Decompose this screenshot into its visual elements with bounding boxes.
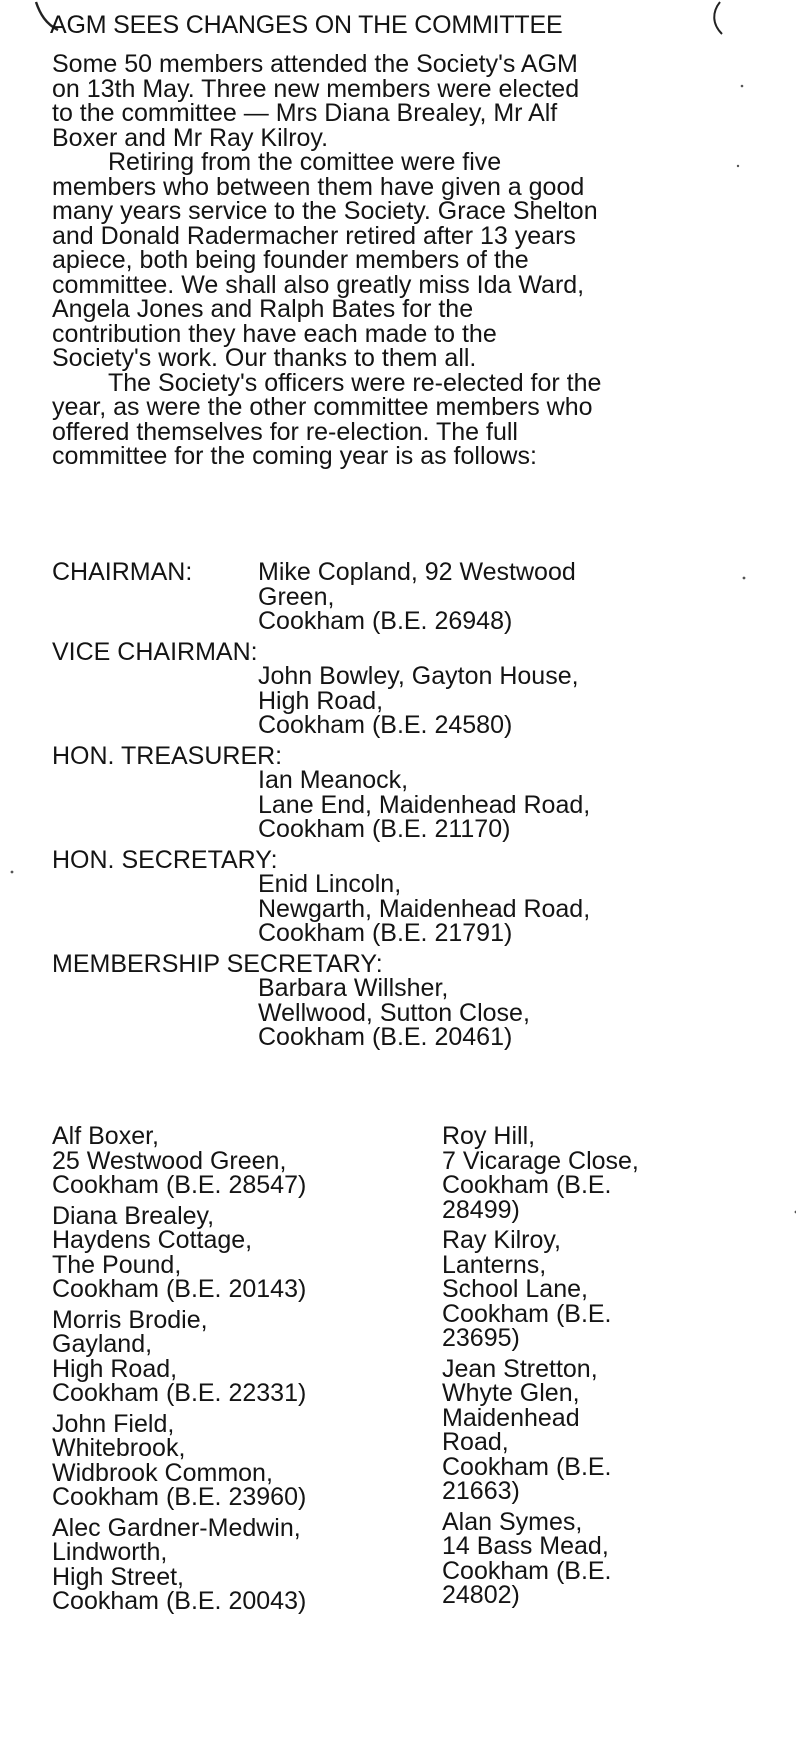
address-line: Wellwood, Sutton Close, — [258, 998, 530, 1027]
officer-role: MEMBERSHIP SECRETARY: — [52, 949, 383, 978]
address-line: Gayland, — [52, 1330, 153, 1358]
address-line: Cookham (B.E. — [442, 1171, 612, 1199]
member-entry — [442, 1124, 742, 1222]
address-line: Newgarth, Maidenhead Road, — [258, 894, 591, 923]
member-entry — [442, 1507, 742, 1609]
address-line: Alec Gardner-Medwin, — [52, 1513, 301, 1542]
address-line: Cookham (B.E. 23960) — [52, 1483, 307, 1511]
officer-details — [258, 560, 752, 634]
officers-list — [52, 560, 752, 1056]
address-line: Diana Brealey, — [52, 1201, 215, 1230]
officer-details — [52, 872, 752, 946]
address-line: Barbara Willsher, — [258, 974, 449, 1002]
address-line: Lane End, Maidenhead Road, — [258, 790, 591, 819]
article-body — [52, 52, 752, 469]
address-line: Whitebrook, — [52, 1434, 186, 1462]
member-entry — [52, 1124, 442, 1198]
member-entry — [52, 1409, 442, 1511]
officer-details — [52, 664, 752, 738]
committee-members-left-column — [52, 1124, 442, 1620]
address-line: Widbrook Common, — [52, 1458, 273, 1487]
address-line: John Field, — [52, 1409, 175, 1438]
address-line: High Street, — [52, 1562, 185, 1591]
officer-role: VICE CHAIRMAN: — [52, 637, 258, 666]
address-line: Cookham (B.E. 26948) — [258, 607, 513, 635]
address-line: Green, — [258, 582, 335, 611]
address-line: Alan Symes, — [442, 1507, 583, 1536]
member-entry — [52, 1513, 442, 1615]
address-line: Cookham (B.E. — [442, 1299, 612, 1328]
address-line: Cookham (B.E. 24580) — [258, 711, 513, 739]
address-line: Whyte Glen, — [442, 1379, 580, 1407]
address-line: 21663) — [442, 1477, 520, 1505]
address-line: Alf Boxer, — [52, 1122, 159, 1150]
address-line: 7 Vicarage Close, — [442, 1146, 639, 1175]
address-line: 25 Westwood Green, — [52, 1146, 287, 1175]
address-line: Cookham (B.E. — [442, 1452, 612, 1481]
member-entry — [52, 1305, 442, 1407]
officer-entry-membership-secretary — [52, 949, 752, 1051]
address-line: The Pound, — [52, 1250, 182, 1279]
member-entry — [442, 1228, 742, 1351]
speck-mark — [11, 871, 14, 874]
address-line: Lindworth, — [52, 1538, 168, 1566]
committee-members-right-column — [442, 1124, 742, 1614]
address-line: Ray Kilroy, — [442, 1226, 562, 1254]
officer-role: CHAIRMAN: — [52, 558, 193, 586]
address-line: Enid Lincoln, — [258, 870, 402, 898]
address-line: 23695) — [442, 1324, 520, 1352]
officer-role: HON. TREASURER: — [52, 741, 283, 770]
officer-entry-secretary — [52, 845, 752, 947]
paragraph: The Society's officers were re-elected for the year, as were the other committee members who offered themselves for re-election. The full committee for the coming year is as follows: — [52, 368, 602, 470]
address-line: Cookham (B.E. 28547) — [52, 1171, 307, 1199]
address-line: Cookham (B.E. 20143) — [52, 1275, 307, 1303]
address-line: 28499) — [442, 1195, 520, 1224]
officer-details — [52, 768, 752, 842]
member-entry — [52, 1201, 442, 1303]
address-line: Lanterns, — [442, 1250, 547, 1279]
address-line: Ian Meanock, — [258, 766, 409, 794]
address-line: Jean Stretton, — [442, 1354, 598, 1383]
address-line: Cookham (B.E. 21791) — [258, 919, 513, 947]
margin-bracket-mark — [714, 2, 722, 34]
officer-role: HON. SECRETARY: — [52, 845, 278, 874]
address-line: Haydens Cottage, — [52, 1226, 253, 1254]
address-line: School Lane, — [442, 1275, 588, 1303]
address-line: Cookham (B.E. 20461) — [258, 1023, 513, 1051]
paragraph: Retiring from the comittee were five members who between them have given a good many years service to the Society. Grace Shelton and Donald Radermacher retired after 13 years apiece, both being founder members of the committee. We shall also greatly miss Ida Ward, Angela Jones and Ralph Bates for the contribution they have each made to the Society's work. Our thanks to them all. — [52, 148, 598, 372]
officer-entry-vice-chairman — [52, 637, 752, 739]
address-line: High Road, — [52, 1354, 178, 1383]
address-line: High Road, — [258, 686, 384, 715]
officer-entry-treasurer — [52, 741, 752, 843]
address-line: John Bowley, Gayton House, — [258, 662, 579, 690]
officer-details — [52, 976, 752, 1050]
paragraph: Some 50 members attended the Society's AGM on 13th May. Three new members were elected to the committee — Mrs Diana Brealey, Mr Alf Boxer and Mr Ray Kilroy. — [52, 50, 580, 152]
officer-entry-chairman — [52, 560, 752, 634]
member-entry — [442, 1354, 742, 1505]
address-line: Roy Hill, — [442, 1122, 536, 1150]
address-line: 14 Bass Mead, — [442, 1532, 609, 1560]
article-title: AGM SEES CHANGES ON THE COMMITTEE — [50, 11, 563, 39]
address-line: Maidenhead — [442, 1403, 580, 1432]
address-line: Cookham (B.E. 21170) — [258, 815, 511, 843]
address-line: Cookham (B.E. — [442, 1556, 612, 1585]
address-line: Cookham (B.E. 22331) — [52, 1379, 307, 1407]
address-line: 24802) — [442, 1581, 520, 1609]
address-line: Morris Brodie, — [52, 1305, 208, 1334]
address-line: Mike Copland, 92 Westwood — [258, 558, 576, 586]
address-line: Road, — [442, 1428, 509, 1456]
address-line: Cookham (B.E. 20043) — [52, 1587, 307, 1615]
